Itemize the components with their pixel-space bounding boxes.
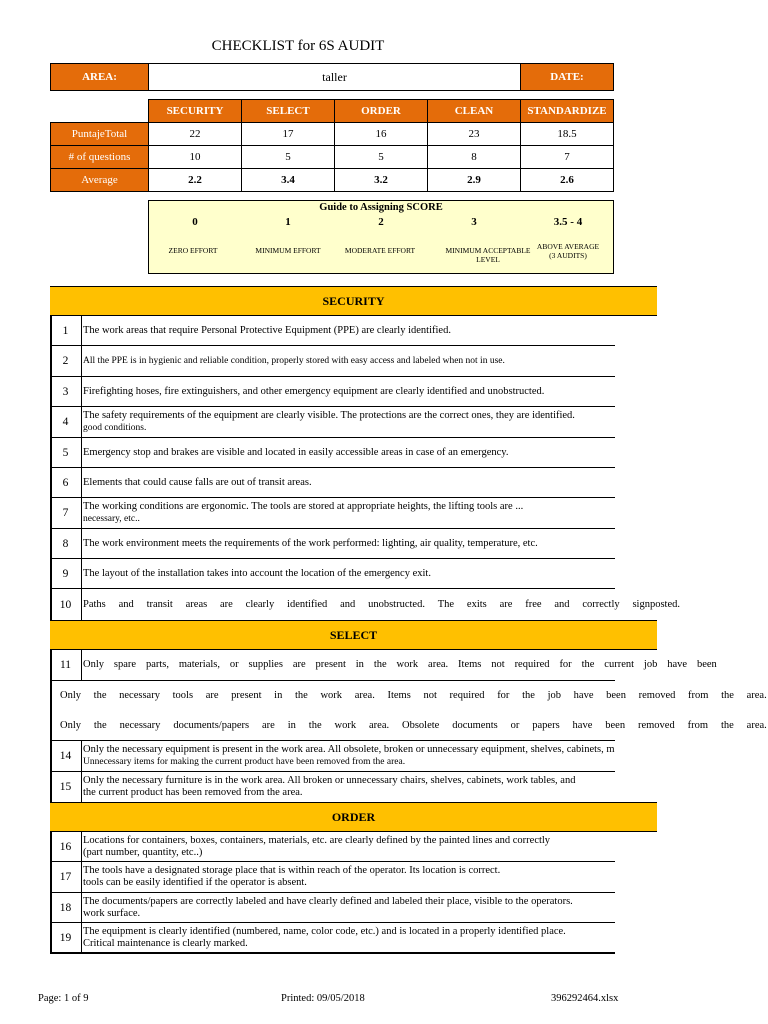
item-word: present: [231, 690, 262, 701]
item-word: documents: [452, 719, 498, 731]
guide-label: MINIMUM EFFORT: [255, 246, 321, 255]
category-header: SECURITY: [149, 100, 242, 123]
score-cell: 23: [428, 123, 521, 146]
count-cell: 8: [428, 146, 521, 169]
score-guide: [148, 200, 614, 274]
count-cell: 5: [335, 146, 428, 169]
row-label: PuntajeTotal: [51, 123, 149, 146]
item-word: tools: [172, 690, 194, 701]
item-word: the: [373, 659, 387, 670]
guide-label: MODERATE EFFORT: [344, 246, 416, 255]
item-word: work: [334, 719, 357, 731]
item-word: or: [510, 719, 520, 731]
item-word: are: [262, 719, 275, 731]
item-word: free: [525, 598, 542, 610]
category-header: CLEAN: [428, 100, 521, 123]
item-word: area.: [746, 719, 767, 731]
item-word: in: [274, 690, 283, 701]
checklist-item[interactable]: 11 Only spare parts, materials, or supplies are present in the work area. Items not required for the current job have been: [50, 650, 615, 681]
item-word: area.: [354, 690, 375, 701]
score-cell: 22: [149, 123, 242, 146]
total-score-row: [51, 123, 614, 146]
item-word: and: [554, 598, 570, 610]
checklist-item[interactable]: 4 The safety requirements of the equipment are clearly visible. The protections are the correct ones, they are identified. good conditions.: [50, 407, 615, 438]
item-word: exits: [466, 598, 487, 610]
item-word: Paths: [83, 598, 106, 610]
item-word: the: [294, 690, 308, 701]
checklist-item[interactable]: 19 The equipment is clearly identified (numbered, name, color code, etc.) and is located in a properly identified place. Critical maintenance is clearly marked.: [50, 923, 615, 954]
item-word: The: [437, 598, 455, 610]
item-word: work: [320, 690, 343, 701]
item-word: removed: [638, 690, 676, 701]
item-word: are: [499, 598, 513, 610]
item-word: Items: [387, 690, 411, 701]
item-word: or: [229, 659, 239, 670]
item-word: the: [93, 719, 107, 731]
checklist-item[interactable]: 15 Only the necessary furniture is in the work area. All broken or unnecessary chairs, shelves, cabinets, work tables, and the current product has been removed from the area.: [50, 772, 615, 802]
item-word: area.: [746, 690, 767, 701]
item-word: from: [688, 690, 709, 701]
item-text: [60, 690, 767, 702]
item-word: for: [497, 690, 510, 701]
item-word: transit: [146, 598, 173, 610]
item-word: are: [205, 690, 219, 701]
category-header: ORDER: [335, 100, 428, 123]
item-word: necessary: [119, 690, 160, 701]
footer-filename: 396292464.xlsx: [551, 993, 619, 1004]
count-cell: 10: [149, 146, 242, 169]
item-word: Only: [83, 659, 104, 670]
question-count-row: [51, 146, 614, 169]
checklist-item[interactable]: 10 Paths and transit areas are clearly identified and unobstructed. The exits are free and correctly signposted.: [50, 589, 615, 620]
section-header-select: SELECT: [50, 620, 657, 650]
item-word: documents/papers: [173, 719, 250, 731]
guide-score: 1: [285, 216, 291, 228]
checklist-item[interactable]: 5 Emergency stop and brakes are visible and located in easily accessible areas in case of an emergency.: [50, 438, 615, 468]
checklist-item[interactable]: 7 The working conditions are ergonomic. The tools are stored at appropriate heights, the lifting tools are ... necessary, etc..: [50, 498, 615, 529]
date-label: DATE:: [521, 64, 614, 91]
item-word: correctly: [582, 598, 620, 610]
item-word: in: [287, 719, 296, 731]
item-word: Items: [458, 659, 482, 670]
item-word: required: [449, 690, 485, 701]
item-text: [83, 599, 680, 611]
checklist-item[interactable]: 14 Only the necessary equipment is present in the work area. All obsolete, broken or unnecessary equipment, shelves, cabinets, m Unnecessary items for making the current product have been removed from the area.: [50, 741, 615, 772]
row-label: Average: [51, 169, 149, 192]
item-word: for: [559, 659, 572, 670]
item-word: the: [93, 690, 107, 701]
average-cell: 3.2: [335, 169, 428, 192]
item-word: clearly: [245, 598, 275, 610]
item-word: parts,: [145, 659, 169, 670]
item-word: job: [643, 659, 658, 670]
item-word: Only: [60, 719, 81, 731]
item-word: the: [721, 690, 734, 701]
item-word: papers: [532, 719, 560, 731]
item-word: are: [292, 659, 306, 670]
item-word: necessary: [119, 719, 161, 731]
guide-score: 2: [378, 216, 384, 228]
item-word: Only: [60, 690, 81, 701]
guide-label: ABOVE AVERAGE (3 AUDITS): [536, 242, 600, 260]
average-cell: 2.6: [521, 169, 614, 192]
score-cell: 17: [242, 123, 335, 146]
item-word: present: [315, 659, 346, 670]
item-word: the: [581, 659, 595, 670]
item-word: been: [606, 690, 626, 701]
item-word: and: [340, 598, 356, 610]
guide-title: Guide to Assigning SCORE: [319, 202, 443, 213]
guide-score: 3: [471, 216, 477, 228]
checklist-item[interactable]: 8 The work environment meets the requirements of the work performed: lighting, air quality, temperature, etc.: [50, 529, 615, 559]
item-word: been: [696, 659, 717, 670]
average-row: [51, 169, 614, 192]
item-word: job: [547, 690, 561, 701]
item-word: have: [572, 719, 593, 731]
score-cell: 16: [335, 123, 428, 146]
average-cell: 2.2: [149, 169, 242, 192]
item-word: not: [423, 690, 437, 701]
checklist-item[interactable]: [50, 681, 767, 711]
footer-page: Page: 1 of 9: [38, 993, 89, 1004]
checklist-item[interactable]: 6 Elements that could cause falls are out of transit areas.: [50, 468, 615, 498]
section-header-order: ORDER: [50, 802, 657, 832]
category-header: STANDARDIZE: [521, 100, 614, 123]
item-word: area.: [428, 659, 449, 670]
item-word: identified: [287, 598, 328, 610]
checklist-item[interactable]: 18 The documents/papers are correctly labeled and have clearly defined and labeled their place, visible to the operators. work surface.: [50, 893, 615, 923]
item-word: the: [308, 719, 322, 731]
guide-label: ZERO EFFORT: [168, 246, 218, 255]
item-text: [60, 720, 767, 732]
average-cell: 2.9: [428, 169, 521, 192]
item-word: required: [514, 659, 550, 670]
item-word: from: [687, 719, 709, 731]
checklist-item[interactable]: 3 Firefighting hoses, fire extinguishers, and other emergency equipment are clearly identified and unobstructed.: [50, 377, 615, 407]
item-word: have: [667, 659, 688, 670]
count-cell: 5: [242, 146, 335, 169]
checklist-item[interactable]: 17 The tools have a designated storage place that is within reach of the operator. Its location is correct. tools can be easily identified if the operator is absent.: [50, 862, 615, 893]
item-word: area.: [369, 719, 390, 731]
average-cell: 3.4: [242, 169, 335, 192]
item-word: current: [604, 659, 635, 670]
item-word: supplies: [248, 659, 283, 670]
item-word: removed: [637, 719, 675, 731]
guide-score: 0: [192, 216, 198, 228]
item-word: spare: [113, 659, 137, 670]
area-value[interactable]: taller: [149, 64, 521, 91]
item-text: [83, 659, 717, 671]
count-cell: 7: [521, 146, 614, 169]
checklist-item[interactable]: 9 The layout of the installation takes into account the location of the emergency exit.: [50, 559, 615, 589]
item-word: have: [573, 690, 594, 701]
item-word: in: [355, 659, 364, 670]
item-word: unobstructed.: [368, 598, 425, 610]
item-word: been: [605, 719, 626, 731]
area-label: AREA:: [51, 64, 149, 91]
item-word: signposted.: [632, 598, 680, 610]
item-word: work: [396, 659, 419, 670]
item-word: Obsolete: [402, 719, 440, 731]
summary-table: [50, 63, 614, 192]
row-label: # of questions: [51, 146, 149, 169]
item-word: areas: [185, 598, 208, 610]
checklist-item[interactable]: 16 Locations for containers, boxes, containers, materials, etc. are clearly defined by the painted lines and correctly (part number, quantity, etc..): [50, 832, 615, 862]
item-word: the: [522, 690, 535, 701]
checklist-item[interactable]: 2 All the PPE is in hygienic and reliable condition, properly stored with easy access and labeled when not in use.: [50, 346, 615, 377]
item-word: and: [118, 598, 134, 610]
section-header-security: SECURITY: [50, 286, 657, 316]
item-word: not: [491, 659, 505, 670]
checklist-item[interactable]: [50, 711, 767, 741]
score-cell: 18.5: [521, 123, 614, 146]
item-word: materials,: [178, 659, 220, 670]
footer-printed: Printed: 09/05/2018: [281, 993, 365, 1004]
item-word: are: [220, 598, 233, 610]
checklist-item[interactable]: 1 The work areas that require Personal Protective Equipment (PPE) are clearly identified.: [50, 316, 615, 346]
guide-score: 3.5 - 4: [553, 216, 583, 228]
category-header: SELECT: [242, 100, 335, 123]
page-title: CHECKLIST for 6S AUDIT: [211, 38, 385, 54]
item-word: the: [720, 719, 734, 731]
guide-label: MINIMUM ACCEPTABLE LEVEL: [445, 246, 531, 264]
